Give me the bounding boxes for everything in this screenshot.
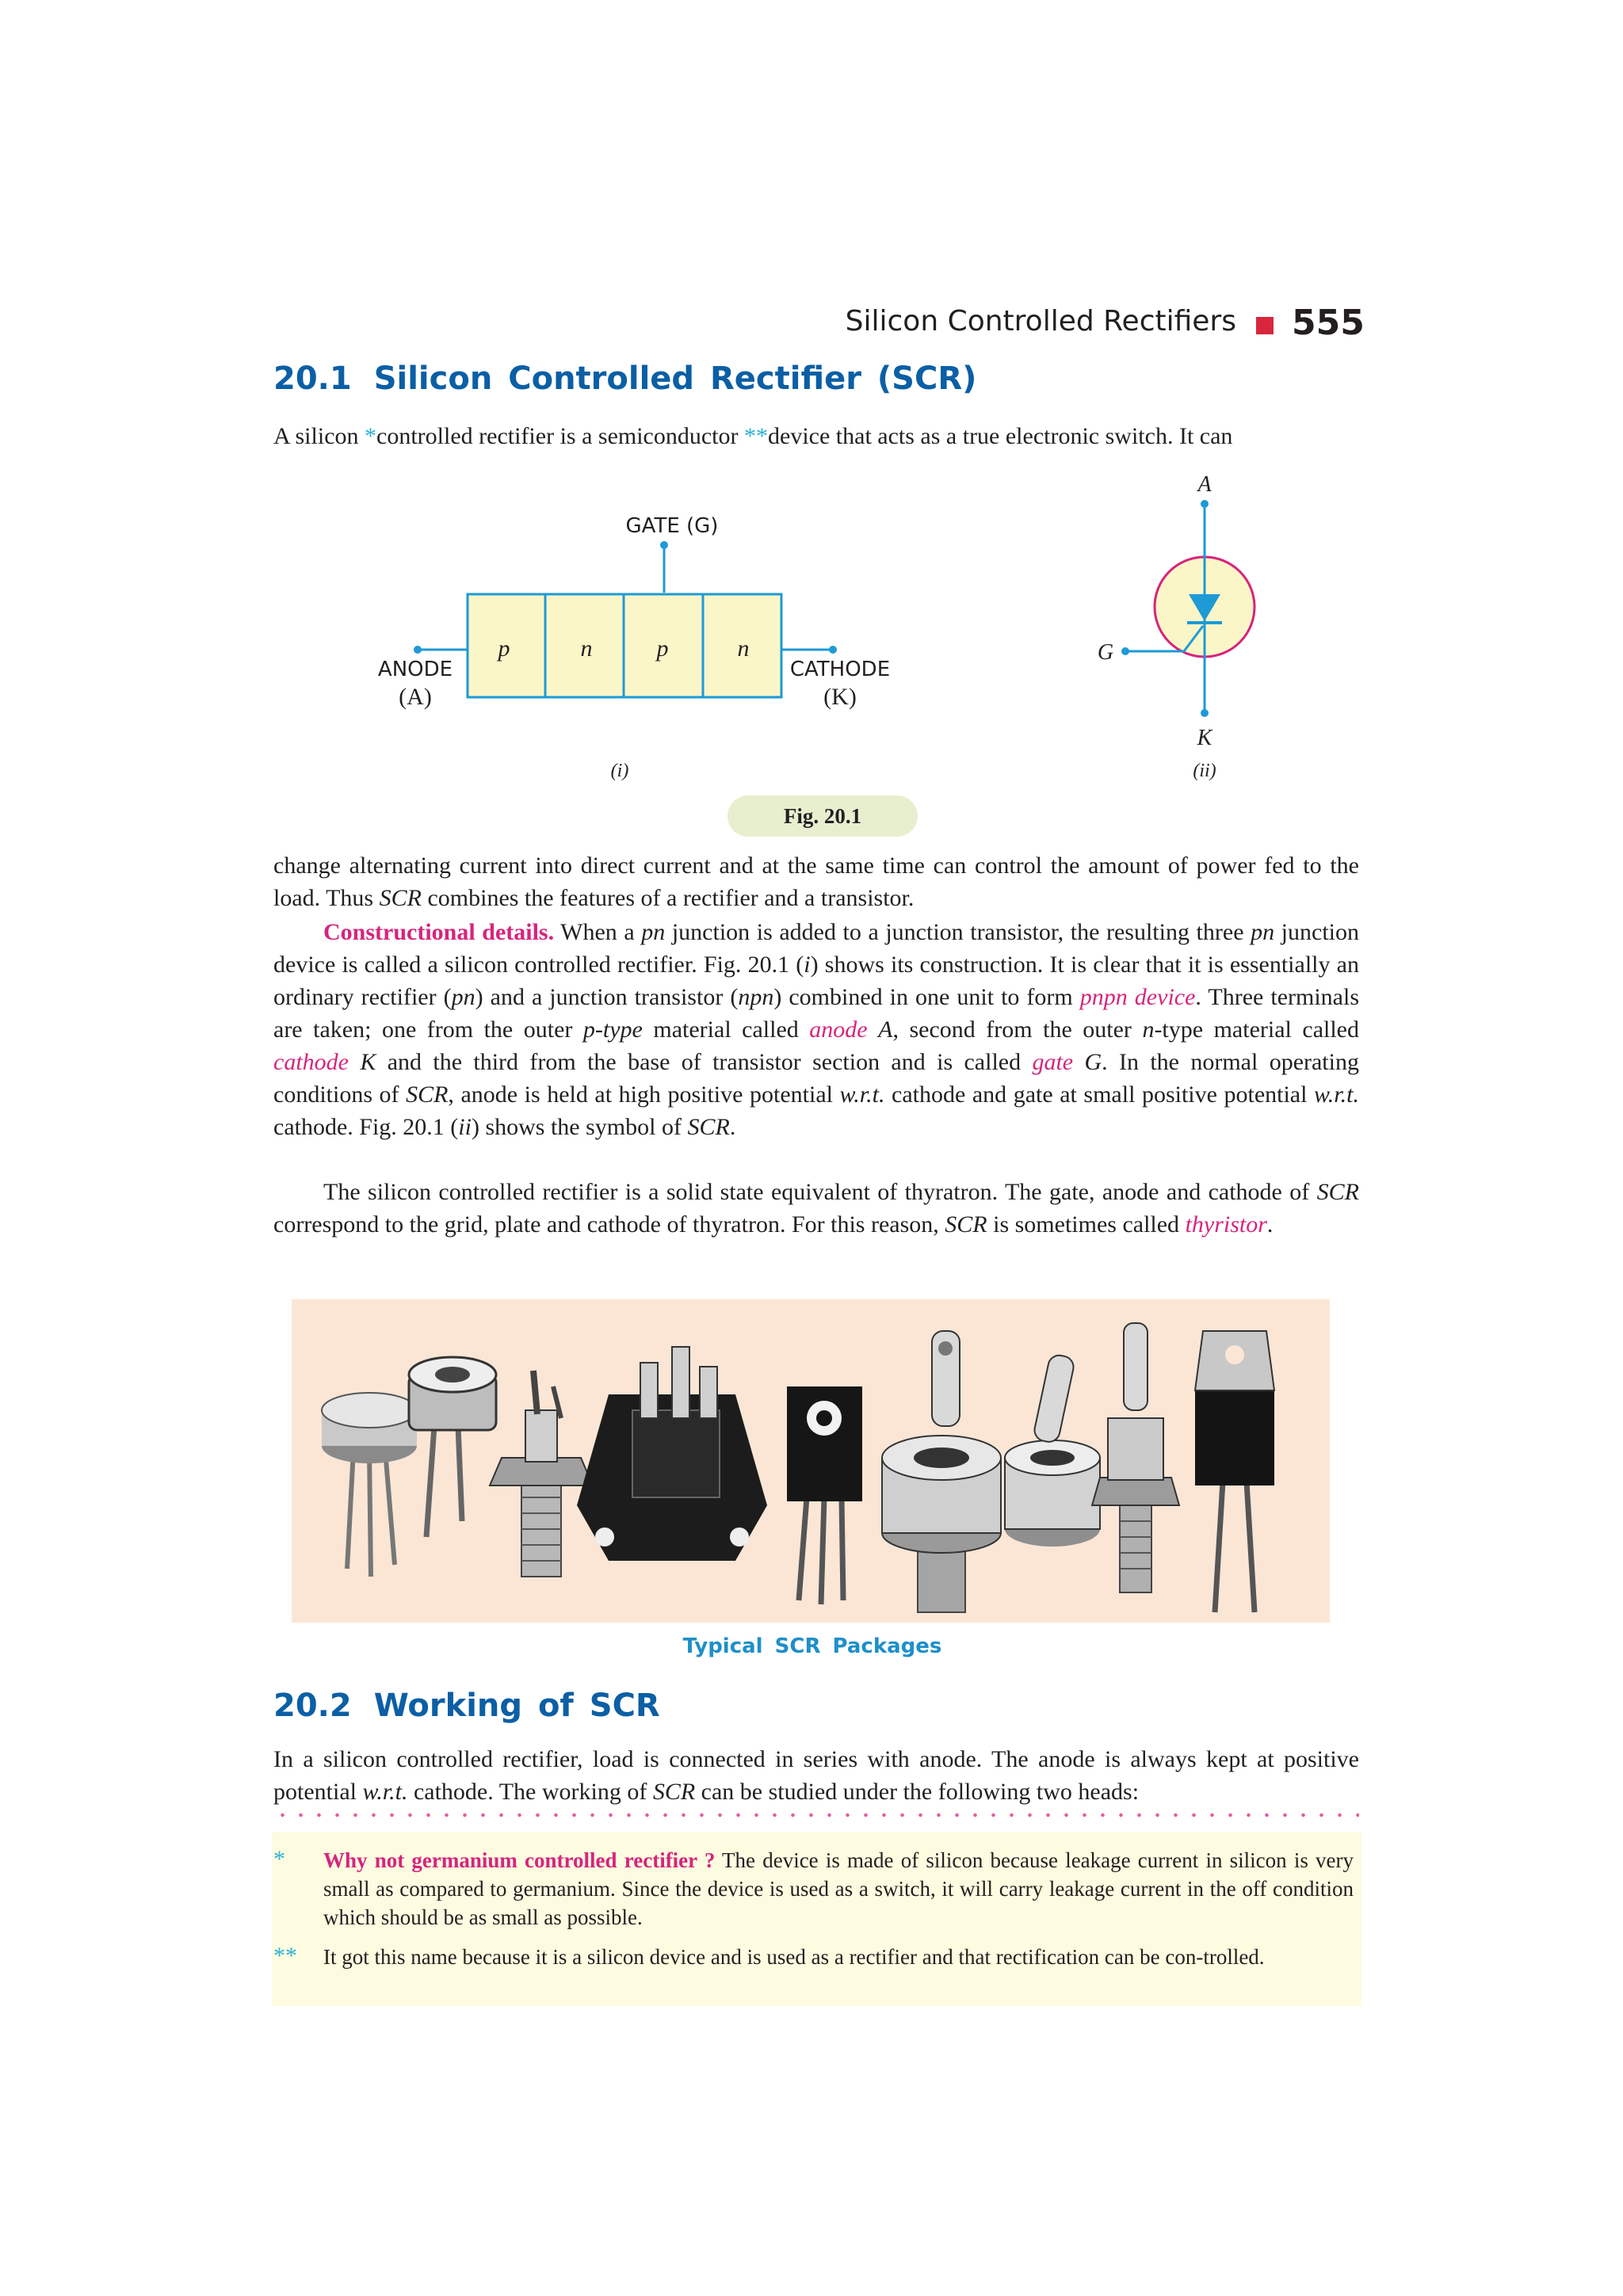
scr-packages-photo: [292, 1299, 1330, 1623]
to220-package: [787, 1386, 862, 1604]
highlight-term: cathode: [273, 1049, 349, 1075]
footnote-separator: [273, 1810, 1359, 1820]
section-number: 20.2: [273, 1688, 352, 1724]
disc-package: [1005, 1353, 1100, 1547]
footnote-marker: *: [365, 423, 377, 449]
hex-stud-package: [1092, 1323, 1179, 1592]
section-number: 20.1: [273, 360, 352, 397]
text-run: junction is added to a junction transistor, the resulting three: [665, 919, 1251, 945]
symbol-cathode-label: K: [1197, 726, 1212, 750]
text-run: When a: [554, 919, 642, 945]
symbol-cathode-dot: [1201, 709, 1209, 717]
footnote-marker: **: [273, 1943, 297, 1969]
text-run: junction device is called a silicon controlled rectifier. Fig. 20.1 (: [273, 919, 1359, 978]
text-run: device that acts as a true electronic switch. It can: [768, 423, 1233, 449]
photo-caption: Typical SCR Packages: [682, 1634, 942, 1658]
text-run: . Three terminals are taken; one from the outer: [273, 984, 1359, 1043]
text-run: .: [1266, 1211, 1274, 1238]
text-run: is sometimes called: [987, 1211, 1186, 1238]
to220-tall-package: [1195, 1331, 1274, 1612]
footnote-text: The device is made of silicon because leakage current in silicon is very small as compared to germanium. Since the device is used as a switch, it will carry leakage current in the off condition which should be as small as possible.: [323, 1848, 1354, 1929]
italic-run: npn: [738, 984, 774, 1010]
anode-symbol: (A): [399, 684, 432, 710]
italic-run: SCR: [406, 1081, 449, 1108]
italic-run: w.r.t.: [362, 1779, 408, 1805]
text-run: ) shows the symbol of: [471, 1114, 688, 1140]
text-run: , second from the outer: [892, 1016, 1143, 1043]
gate-terminal-dot: [660, 541, 668, 549]
italic-run: SCR: [1316, 1179, 1359, 1205]
anode-terminal-dot: [414, 646, 422, 654]
text-run: . In the normal operating conditions of: [273, 1049, 1359, 1108]
text-run: and the third from the base of transistor section and is called: [376, 1049, 1033, 1075]
text-run: In a silicon controlled rectifier, load is connected in series with anode. The anode is always kept at positive potential: [273, 1746, 1359, 1805]
to5-can-package: [322, 1393, 417, 1577]
text-run: controlled rectifier is a semiconductor: [376, 423, 745, 449]
power-module-package: [577, 1347, 767, 1561]
text-run: combines the features of a rectifier and a transistor.: [421, 885, 915, 911]
italic-run: SCR: [652, 1779, 696, 1805]
text-run: [349, 1049, 360, 1075]
section-title: Working of SCR: [373, 1688, 660, 1724]
italic-run: p-type: [582, 1016, 643, 1043]
figure-20-1: [0, 0, 1623, 848]
italic-run: w.r.t.: [839, 1081, 885, 1108]
paragraph-1: [273, 849, 1359, 914]
cathode-symbol: (K): [823, 684, 857, 710]
italic-run: K: [360, 1049, 376, 1075]
italic-run: G: [1084, 1049, 1102, 1075]
cathode-terminal-dot: [829, 646, 837, 654]
section-title: Silicon Controlled Rectifier (SCR): [373, 360, 977, 397]
run-in-heading: Constructional details.: [323, 919, 555, 945]
subfigure-label-ii: (ii): [1193, 761, 1216, 781]
section-heading-20-2: [273, 1688, 660, 1724]
layer-label: n: [580, 635, 593, 662]
text-run: .: [729, 1114, 736, 1140]
round-cap-package: [409, 1357, 496, 1537]
text-run: cathode. The working of: [407, 1779, 653, 1805]
footnote-2: [323, 1943, 1354, 1971]
figure-caption: Fig. 20.1: [727, 795, 918, 837]
italic-run: w.r.t.: [1314, 1081, 1359, 1108]
scr-packages-illustration: [292, 1299, 1330, 1623]
italic-run: pn: [641, 919, 666, 945]
text-run: cathode. Fig. 20.1 (: [273, 1114, 459, 1140]
page-number: 555: [1292, 303, 1365, 343]
italic-run: SCR: [945, 1211, 987, 1238]
italic-run: n: [1142, 1016, 1155, 1043]
text-run: ) and a junction transistor (: [475, 984, 739, 1010]
text-run: cathode and gate at small positive potential: [884, 1081, 1315, 1108]
italic-run: ii: [458, 1114, 472, 1140]
text-run: A silicon: [273, 423, 365, 449]
gate-label: GATE (G): [625, 514, 719, 538]
highlight-term: gate: [1032, 1049, 1074, 1075]
text-run: [868, 1016, 879, 1043]
layer-label: n: [737, 635, 750, 662]
footnote-marker: *: [273, 1846, 285, 1872]
pnpn-construction-diagram: [378, 514, 890, 781]
paragraph-working: [273, 1743, 1359, 1808]
highlight-term: anode: [809, 1016, 868, 1043]
subfigure-label-i: (i): [610, 761, 629, 781]
text-run: material called: [642, 1016, 810, 1043]
footnote-1: [323, 1846, 1354, 1932]
italic-run: SCR: [687, 1114, 730, 1140]
symbol-gate-label: G: [1097, 640, 1114, 665]
italic-run: i: [804, 952, 811, 978]
anode-label: ANODE: [377, 658, 453, 681]
italic-run: pn: [1251, 919, 1275, 945]
italic-run: A: [878, 1016, 893, 1043]
text-run: ) shows its construction. It is clear that it is essentially an ordinary rectifier (: [273, 952, 1359, 1010]
text-run: correspond to the grid, plate and cathode of thyratron. For this reason,: [273, 1211, 945, 1238]
layer-label: p: [498, 635, 510, 662]
cathode-label: CATHODE: [789, 658, 891, 681]
italic-run: pn: [451, 984, 475, 1010]
footnote-text: It got this name because it is a silicon device and is used as a rectifier and that rectification can be con-trolled.: [323, 1945, 1265, 1969]
footnote-heading: Why not germanium controlled rectifier ?: [323, 1848, 716, 1872]
text-run: can be studied under the following two heads:: [695, 1779, 1140, 1805]
symbol-anode-label: A: [1197, 472, 1212, 497]
highlight-term: pnpn device: [1079, 984, 1196, 1010]
text-run: [1073, 1049, 1084, 1075]
symbol-gate-dot: [1121, 647, 1129, 655]
running-title: Silicon Controlled Rectifiers: [845, 305, 1236, 338]
text-run: , anode is held at high positive potential: [448, 1081, 840, 1108]
layer-label: p: [656, 635, 669, 662]
text-run: change alternating current into direct current and at the same time can control the amount of power fed to the load. Thus: [273, 852, 1359, 911]
highlight-term: thyristor: [1185, 1211, 1267, 1238]
scr-symbol-diagram: [1098, 472, 1254, 781]
text-run: The silicon controlled rectifier is a solid state equivalent of thyratron. The gate, anode and cathode of: [323, 1179, 1317, 1205]
text-run: -type material called: [1154, 1016, 1359, 1043]
small-stud-package: [490, 1371, 593, 1577]
large-stud-package: [882, 1331, 1001, 1612]
text-run: ) combined in one unit to form: [773, 984, 1080, 1010]
footnote-marker: **: [744, 423, 769, 449]
paragraph-constructional-details: [273, 916, 1359, 1143]
paragraph-thyristor: [273, 1176, 1359, 1241]
italic-run: SCR: [379, 885, 422, 911]
